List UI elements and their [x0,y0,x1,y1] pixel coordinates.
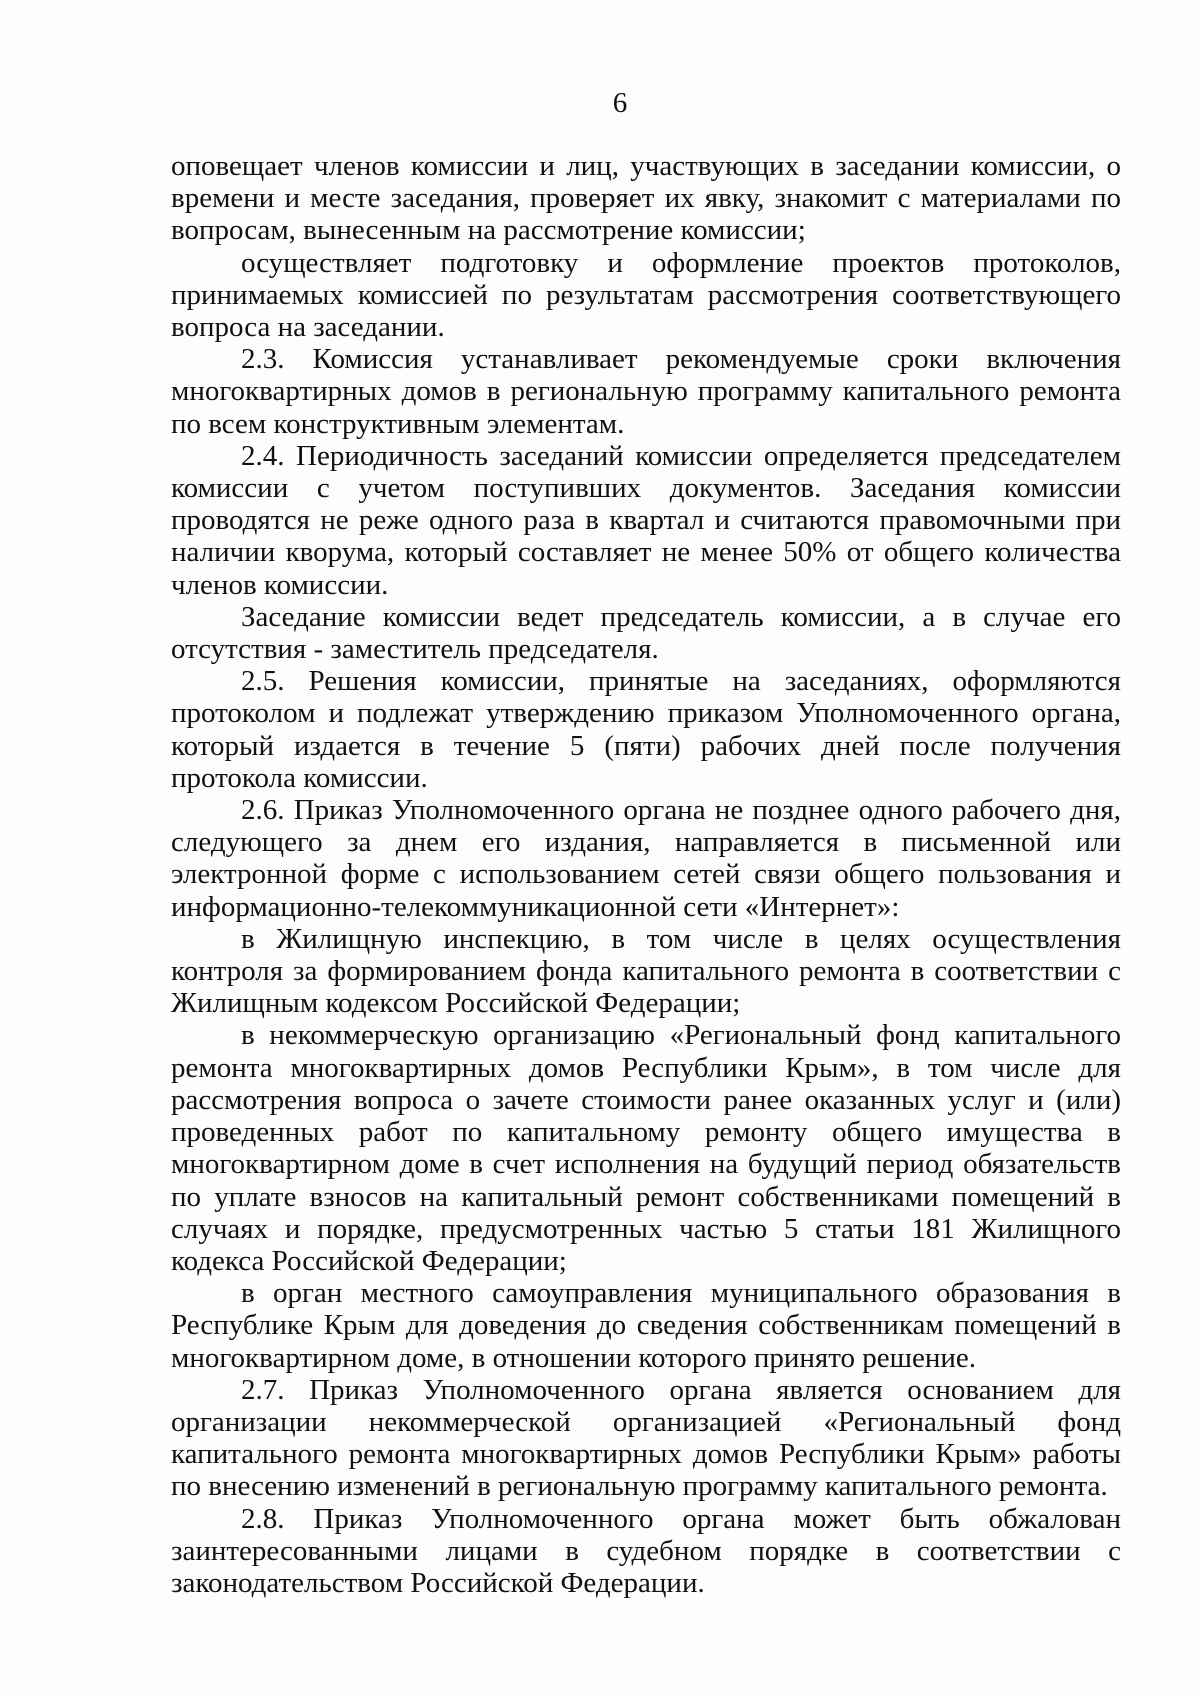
paragraph-2-7: 2.7. Приказ Уполномоченного органа является основанием для организации некоммерческой организацией «Региональный фонд капитального ремонта многоквартирных домов Республики Крым» работы по внесению изменений в региональную программу капитального ремонта. [171,1373,1121,1503]
document-body [171,150,1121,1599]
paragraph-2-6: 2.6. Приказ Уполномоченного органа не позднее одного рабочего дня, следующего за днем его издания, направляется в письменной или электронной форме с использованием сетей связи общего пользования и информационно-телекоммуникационной сети «Интернет»: [171,794,1121,923]
paragraph-housing-inspection: в Жилищную инспекцию, в том числе в целях осуществления контроля за формированием фонда капитального ремонта в соответствии с Жилищным кодексом Российской Федерации; [171,922,1121,1020]
paragraph-2-8: 2.8. Приказ Уполномоченного органа может быть обжалован заинтересованными лицами в судебном порядке в соответствии с законодательством Российской Федерации. [171,1502,1121,1599]
paragraph-local-government: в орган местного самоуправления муниципального образования в Республике Крым для доведения до сведения собственникам помещений в многоквартирном доме, в отношении которого принято решение. [171,1277,1121,1374]
paragraph-regional-fund: в некоммерческую организацию «Региональный фонд капитального ремонта многоквартирных домов Республики Крым», в том числе для рассмотрения вопроса о зачете стоимости ранее оказанных услуг и (или) проведенных работ по капитальному ремонту общего имущества в многоквартирном доме в счет исполнения на будущий период обязательств по уплате взносов на капитальный ремонт собственниками помещений в случаях и порядке, предусмотренных частью 5 статьи 181 Жилищного кодекса Российской Федерации; [171,1019,1121,1277]
page-number: 6 [612,87,628,119]
paragraph-2: осуществляет подготовку и оформление проектов протоколов, принимаемых комиссией по результатам рассмотрения соответствующего вопроса на заседании. [171,246,1121,344]
paragraph-2-3: 2.3. Комиссия устанавливает рекомендуемые сроки включения многоквартирных домов в региональную программу капитального ремонта по всем конструктивным элементам. [171,343,1121,440]
paragraph-2-4: 2.4. Периодичность заседаний комиссии определяется председателем комиссии с учетом поступивших документов. Заседания комиссии проводятся не реже одного раза в квартал и считаются правомочными при наличии кворума, который составляет не менее 50% от общего количества членов комиссии. [171,439,1121,601]
paragraph-1: оповещает членов комиссии и лиц, участвующих в заседании комиссии, о времени и месте заседания, проверяет их явку, знакомит с материалами по вопросам, вынесенным на рассмотрение комиссии; [171,150,1121,247]
paragraph-2-5: 2.5. Решения комиссии, принятые на заседаниях, оформляются протоколом и подлежат утверждению приказом Уполномоченного органа, который издается в течение 5 (пяти) рабочих дней после получения протокола комиссии. [171,665,1121,794]
paragraph-session-chair: Заседание комиссии ведет председатель комиссии, а в случае его отсутствия - заместитель председателя. [171,600,1121,666]
